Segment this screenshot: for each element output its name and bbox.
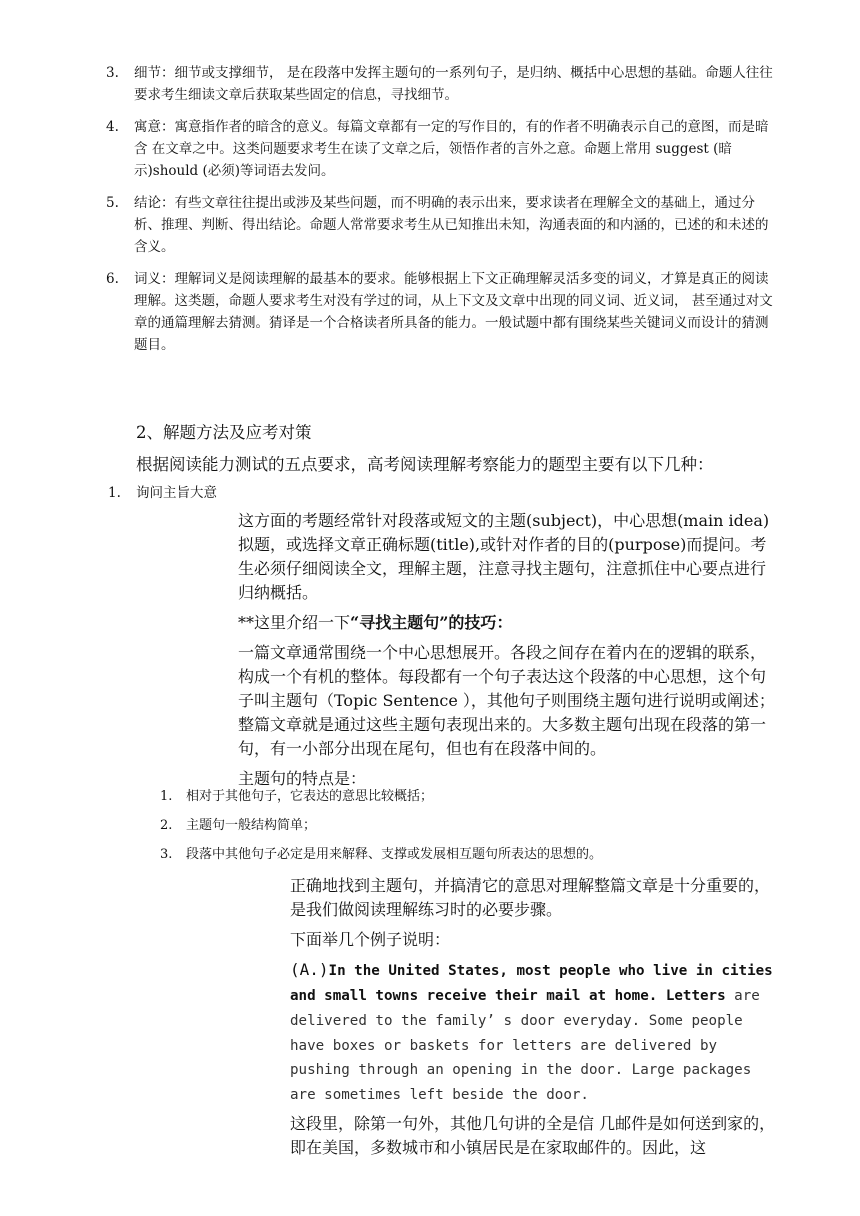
example-section: [290, 874, 780, 1166]
text-run: are delivered to the family’ s door everyday. Some people have boxes or baskets for letters are delivered by pushing through an opening in the door. Large packages are sometimes left beside the door.: [290, 988, 760, 1103]
list-text: 相对于其他句子，它表达的意思比较概括；: [186, 789, 434, 804]
paragraph: 主题句的特点是：: [238, 769, 367, 788]
list-number: 6.: [106, 271, 119, 287]
main-idea-section: [238, 509, 780, 797]
list-item: [106, 62, 778, 106]
list-text: 询问主旨大意: [136, 485, 217, 501]
topic-sentence-features-list: [160, 787, 780, 874]
list-item: [160, 787, 780, 807]
paragraph: 下面举几个例子说明：: [290, 930, 451, 949]
list-text: 结论：有些文章往往提出或涉及某些问题，而不明确的表示出来，要求读者在理解全文的基础上，通过分析、推理、判断、得出结论。命题人常常要求考生从已知推出未知，沟通表面的和内涵的，已述的和未述的含义。: [134, 195, 769, 255]
list-item: [106, 192, 778, 258]
list-number: 2.: [160, 818, 173, 833]
section-heading: 2、解题方法及应考对策: [136, 423, 312, 442]
list-text: 寓意：寓意指作者的暗含的意义。每篇文章都有一定的写作目的，有的作者不明确表示自己的意图，而是暗含 在文章之中。这类问题要求考生在读了文章之后，领悟作者的言外之意。命题上常用 suggest (暗示)should (必须)等词语去发问。: [134, 119, 769, 179]
list-number: 1.: [108, 485, 121, 501]
bold-text-run: “寻找主题句”的技巧: [350, 613, 497, 632]
intro-paragraph: 根据阅读能力测试的五点要求，高考阅读理解考察能力的题型主要有以下几种：: [136, 455, 714, 474]
question-type-heading: [108, 483, 217, 503]
list-text: 主题句一般结构简单；: [186, 818, 317, 833]
list-number: 5.: [106, 195, 119, 211]
list-number: 3.: [160, 847, 173, 862]
list-item: [106, 116, 778, 182]
list-number: 1.: [160, 789, 173, 804]
list-item: [106, 268, 778, 356]
bold-text-run: In the United States, most people who live in cities and small towns receive their mail at home. Letters: [290, 963, 773, 1004]
text-run: ：: [496, 613, 513, 632]
text-run: **这里介绍一下: [238, 613, 351, 632]
paragraph: 正确地找到主题句，并搞清它的意思对理解整篇文章是十分重要的，是我们做阅读理解练习时的必要步骤。: [290, 876, 771, 919]
list-number: 4.: [106, 119, 119, 135]
top-numbered-list: [106, 62, 778, 366]
list-text: 段落中其他句子必定是用来解释、支撑或发展相互题句所表达的思想的。: [186, 847, 603, 862]
list-item: [160, 845, 780, 865]
paragraph: 这段里，除第一句外，其他几句讲的全是信 几邮件是如何送到家的，即在美国，多数城市和小镇居民是在家取邮件的。因此，这: [290, 1114, 776, 1157]
paragraph: 这方面的考题经常针对段落或短文的主题(subject)，中心思想(main idea)拟题，或选择文章正确标题(title),或针对作者的目的(purpose)而提问。考生必须仔细阅读全文，理解主题，注意寻找主题句，注意抓住中心要点进行归纳概括。: [238, 511, 770, 602]
paragraph: [238, 611, 780, 635]
list-number: 3.: [106, 65, 119, 81]
paragraph: 一篇文章通常围绕一个中心思想展开。各段之间存在着内在的逻辑的联系，构成一个有机的整体。每段都有一个句子表达这个段落的中心思想，这个句子叫主题句（Topic Sentence ），其他句子则围绕主题句进行说明或阐述；整篇文章就是通过这些主题句表现出来的。大多数主题句出现在段落的第一句，有一小部分出现在尾句，但也有在段落中间的。: [238, 643, 775, 758]
list-item: [160, 816, 780, 836]
list-text: 词义：理解词义是阅读理解的最基本的要求。能够根据上下文正确理解灵活多变的词义，才算是真正的阅读理解。这类题，命题人要求考生对没有学过的词，从上下文及文章中出现的同义词、近义词， 甚至通过对文章的通篇理解去猜测。猜译是一个合格读者所具备的能力。一般试题中都有围绕某些关键词义而设计的猜测题目。: [134, 271, 773, 353]
example-label: (A.): [290, 960, 329, 979]
list-text: 细节：细节或支撑细节， 是在段落中发挥主题句的一系列句子，是归纳、概括中心思想的基础。命题人往往要求考生细读文章后获取某些固定的信息，寻找细节。: [134, 65, 773, 103]
example-paragraph: [290, 958, 780, 1106]
